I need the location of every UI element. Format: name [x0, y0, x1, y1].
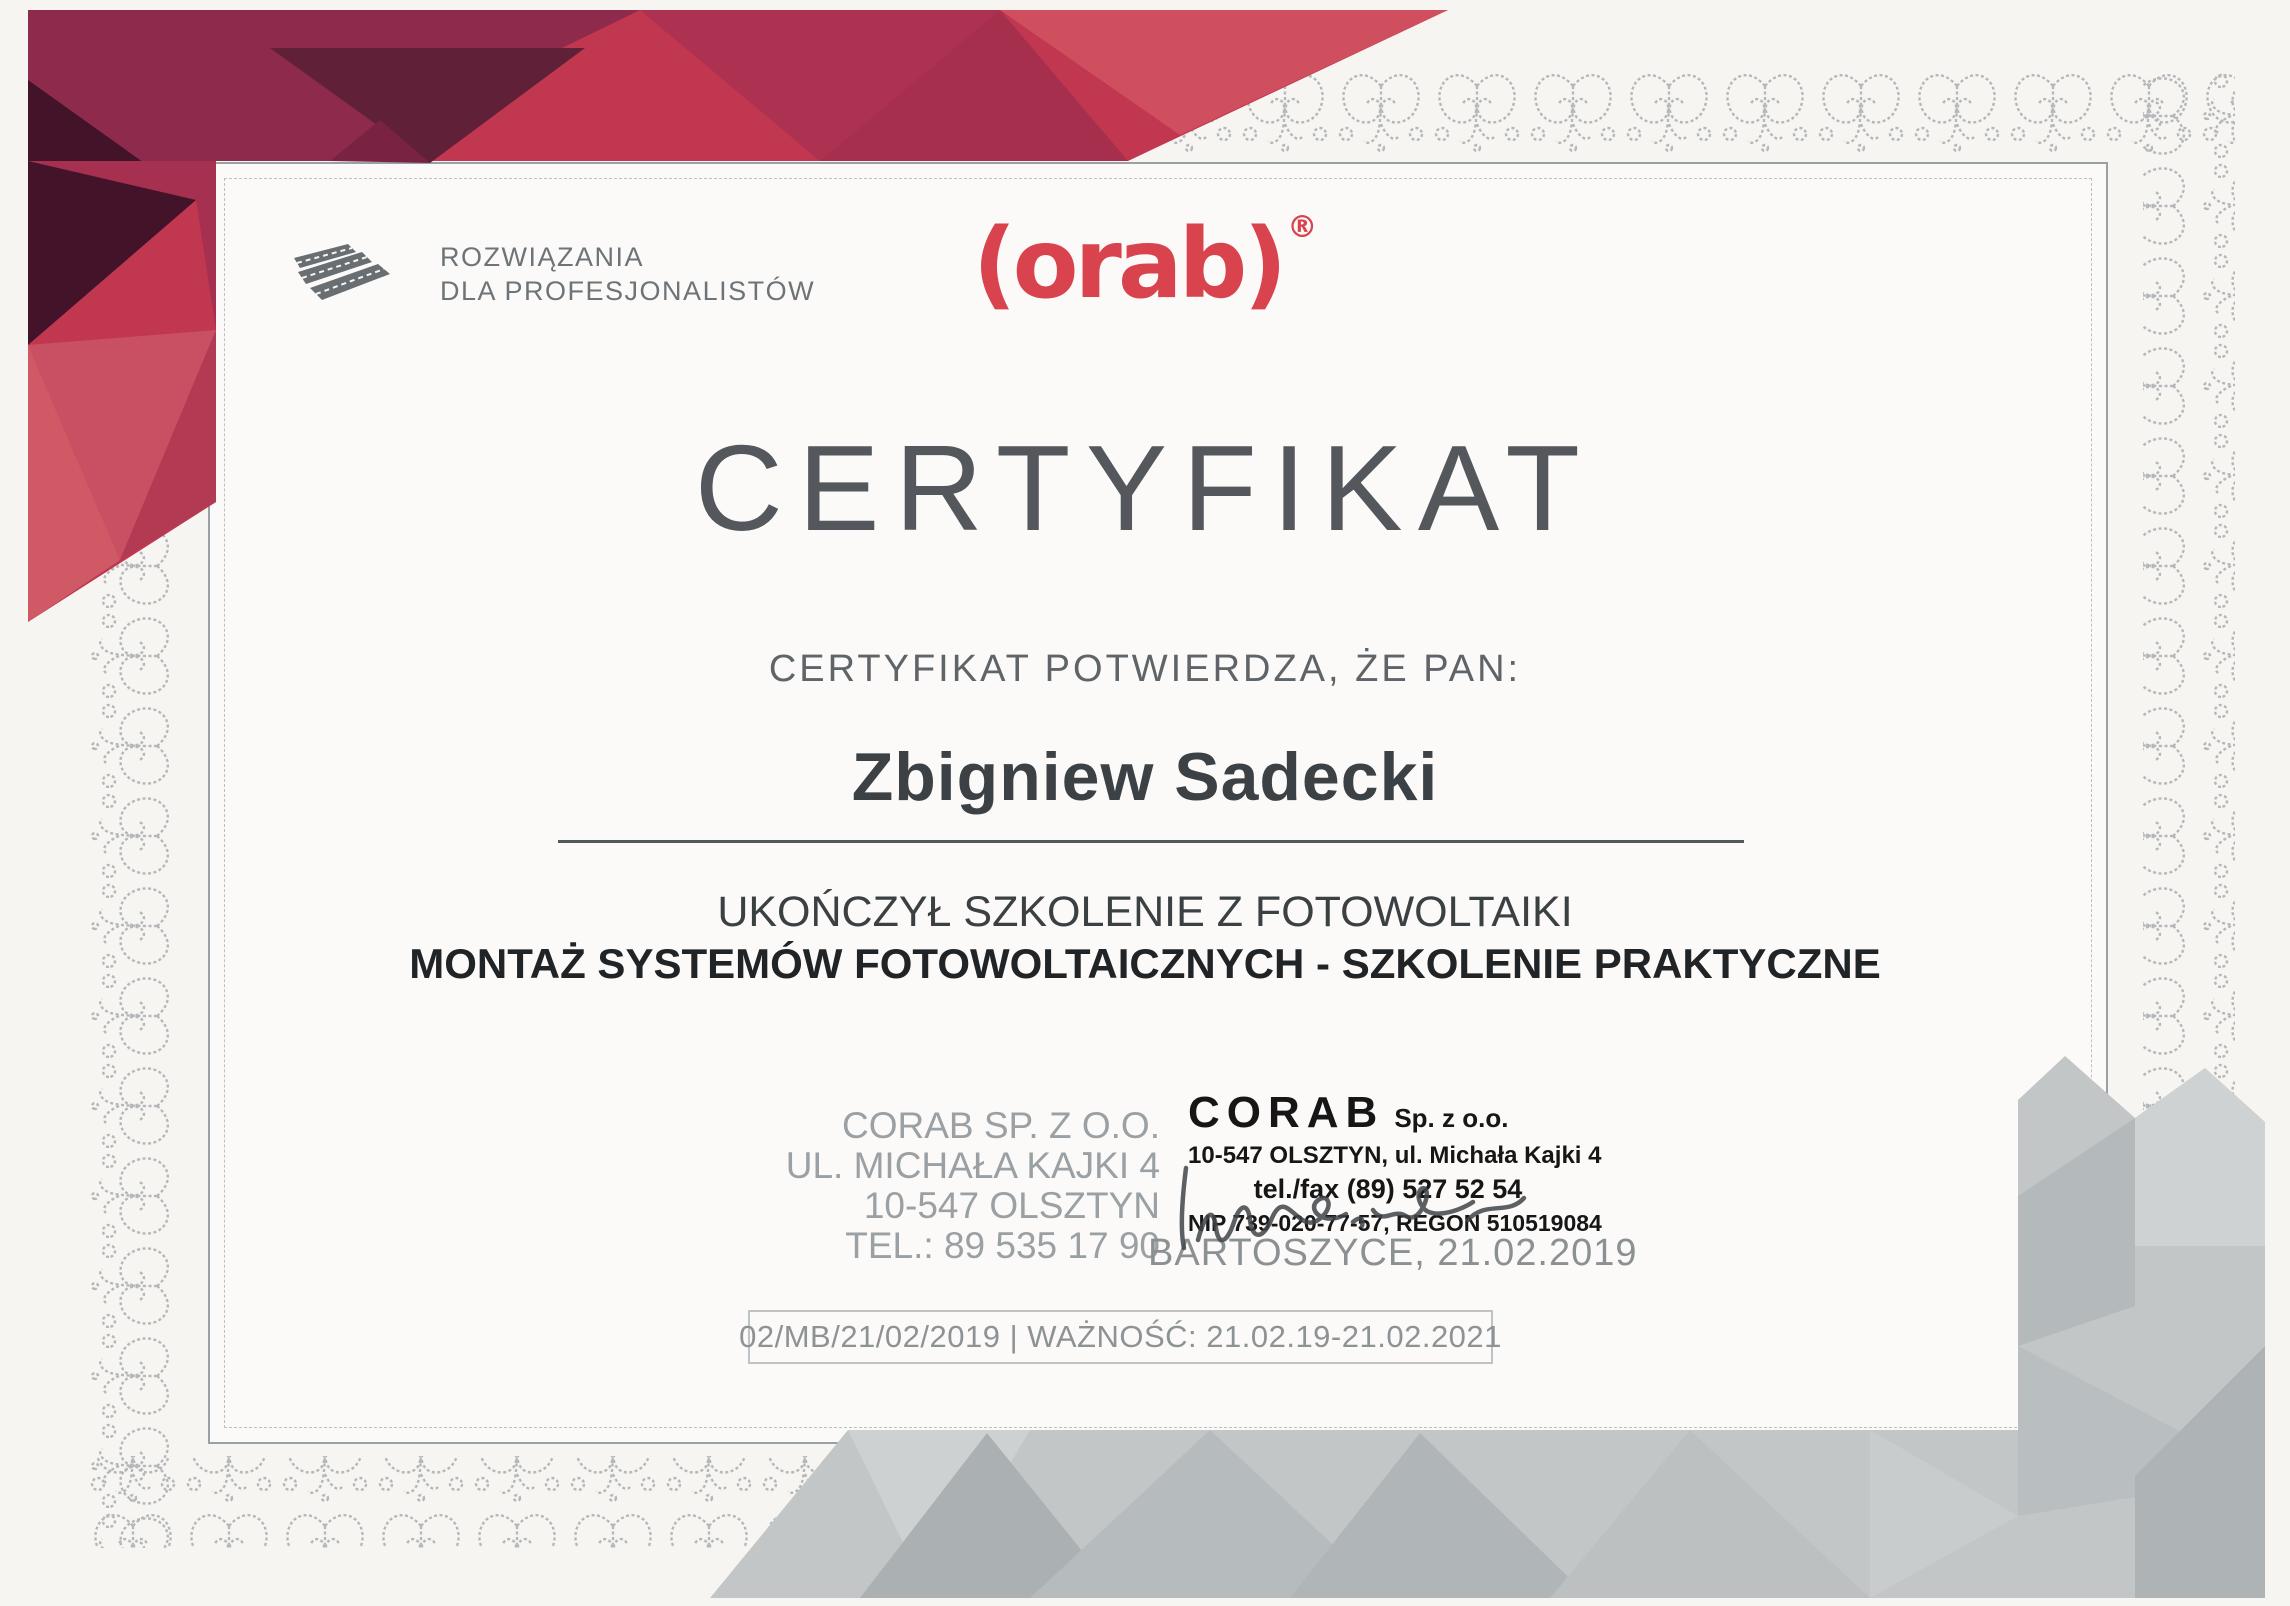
stamp-phone: tel./fax (89) 527 52 54 — [1253, 1174, 1523, 1204]
stamp-company-suffix: Sp. z o.o. — [1394, 1103, 1509, 1133]
course-line-1: UKOŃCZYŁ SZKOLENIE Z FOTOWOLTAIKI — [717, 888, 1573, 936]
registered-mark: ® — [1287, 210, 1318, 245]
name-underline — [558, 840, 1744, 843]
stamp-ids: NIP 739-020-77-57, REGON 510519084 — [1188, 1210, 1602, 1236]
confirmation-line: CERTYFIKAT POTWIERDZA, ŻE PAN: — [768, 648, 1522, 690]
stamp-address: 10-547 OLSZTYN, ul. Michała Kajki 4 — [1188, 1142, 1602, 1169]
tagline-line-2: DLA PROFESJONALISTÓW — [440, 276, 816, 306]
issuer-address-line: 10-547 OLSZTYN — [863, 1185, 1160, 1226]
certificate-title: CERTYFIKAT — [694, 420, 1596, 556]
issuer-address-line: TEL.: 89 535 17 90 — [845, 1225, 1160, 1266]
recipient-name: Zbigniew Sadecki — [851, 739, 1439, 815]
issuer-address-line: UL. MICHAŁA KAJKI 4 — [785, 1145, 1160, 1186]
course-line-2: MONTAŻ SYSTEMÓW FOTOWOLTAICZNYCH - SZKOLENIE PRAKTYCZNE — [409, 940, 1881, 987]
corab-logo-text: (orab) — [972, 208, 1284, 320]
red-polygon-decoration — [0, 0, 1460, 640]
gray-polygon-decoration — [690, 1046, 2290, 1606]
stamp-company: CORAB — [1188, 1088, 1385, 1137]
issue-place-date: BARTOSZYCE, 21.02.2019 — [1148, 1232, 1638, 1274]
tagline-line-1: ROZWIĄZANIA — [440, 242, 644, 272]
issuer-address-line: CORAB SP. Z O.O. — [841, 1105, 1160, 1146]
certificate-number-validity: 02/MB/21/02/2019 | WAŻNOŚĆ: 21.02.19-21.02.2021 — [739, 1319, 1502, 1354]
